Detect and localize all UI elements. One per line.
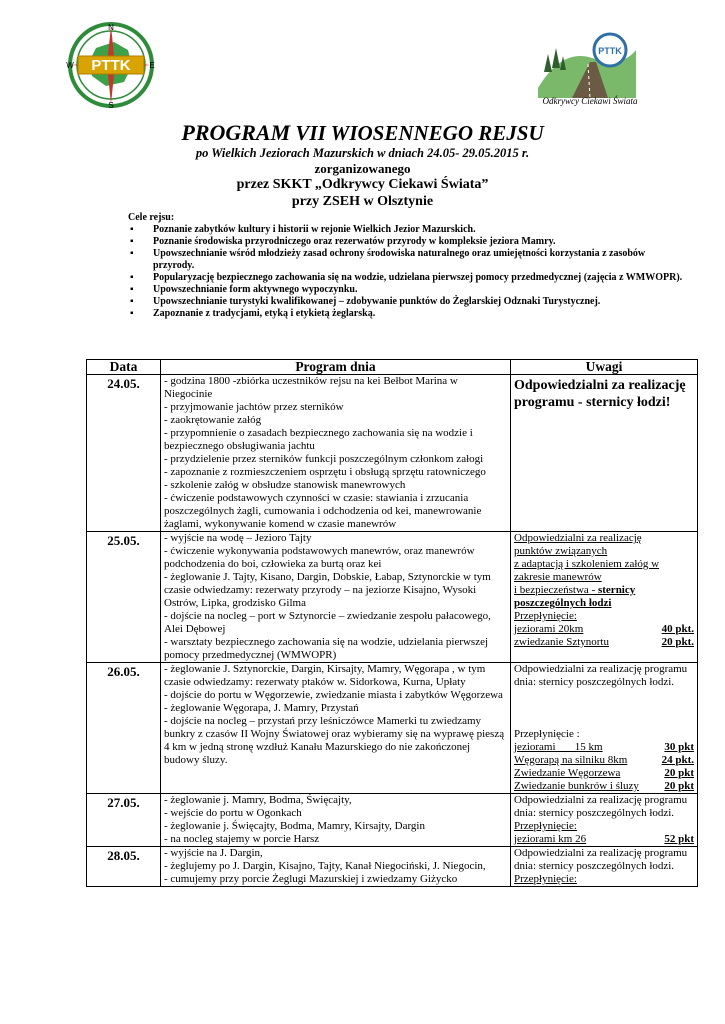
table-row	[87, 663, 698, 794]
pttk-logo-left	[66, 20, 156, 110]
row-program: - godzina 1800 -zbiórka uczestników rejsu na kei Bełbot Marina w Niegocinie - przyjmowanie jachtów przez sterników - zaokrętowanie załóg - przypomnienie o zasadach bezpiecznego zachowania się na wodzie i bezpiecznego obsługiwania jachtu - przydzielenie przez sterników funkcji poszczególnym członkom załogi - zapoznanie z rozmieszczeniem osprzętu i obsługą sprzętu ratowniczego - szkolenie załóg w obsłudze stanowisk manewrowych - ćwiczenie podstawowych czynności w czasie: stawiania i zrzucania poszczególnych żagli, cumowania i odchodzenia od kei, manewrowanie żaglami, wykonywanie komend w czasie manewrów	[161, 375, 511, 532]
table-row	[87, 532, 698, 663]
goal-item: ▪ Upowszechnianie turystyki kwalifikowanej – zdobywanie punktów do Żeglarskiej Odznaki Turystycznej.	[128, 296, 688, 308]
logo-left-text: PTTK	[91, 57, 131, 74]
row-notes: Odpowiedzialni za realizację programu - sternicy łodzi!	[511, 375, 698, 532]
row-notes: Odpowiedzialni za realizację programu dnia: sternicy poszczególnych łodzi. Przepłynięcie:	[511, 847, 698, 887]
logo-right-text: PTTK	[598, 46, 622, 56]
row-date: 27.05.	[87, 794, 161, 847]
row-date: 24.05.	[87, 375, 161, 532]
goal-item: ▪ Zapoznanie z tradycjami, etyką i etykietą żeglarską.	[128, 308, 688, 320]
row-notes: Odpowiedzialni za realizację programu dnia: sternicy poszczególnych łodzi. Przepłynięcie: jeziorami km 26 52 pkt	[511, 794, 698, 847]
goals-list	[128, 224, 688, 320]
organizer-name: przez SKKT „Odkrywcy Ciekawi Świata”	[236, 177, 489, 192]
header-date: Data	[87, 360, 161, 375]
goals-heading: Cele rejsu:	[128, 212, 175, 223]
svg-text:E: E	[149, 61, 155, 70]
logo-right-caption: Odkrywcy Ciekawi Świata	[542, 96, 638, 106]
goal-item: ▪ Poznanie zabytków kultury i historii w rejonie Wielkich Jezior Mazurskich.	[128, 224, 688, 236]
header-notes: Uwagi	[511, 360, 698, 375]
row-date: 28.05.	[87, 847, 161, 887]
svg-text:S: S	[108, 101, 114, 110]
svg-text:W: W	[66, 61, 74, 70]
row-program: - żeglowanie j. Mamry, Bodma, Święcajty, - wejście do portu w Ogonkach - żeglowanie j. Święcajty, Bodma, Mamry, Kirsajty, Dargin - na nocleg stajemy w porcie Harsz	[161, 794, 511, 847]
program-table	[86, 359, 698, 887]
row-notes: Odpowiedzialni za realizację programu dnia: sternicy poszczególnych łodzi. Przepłynięcie : jeziorami 15 km 30 pkt Węgorapą na silniku 8km 24 pkt. Zwiedzanie Węgorzewa 20 pkt Zwiedzanie bunkrów i śluzy 20 pkt	[511, 663, 698, 794]
goal-item: ▪ Poznanie środowiska przyrodniczego oraz rezerwatów przyrody w kompleksie jeziora Mamry.	[128, 236, 688, 248]
row-date: 26.05.	[87, 663, 161, 794]
row-program: - wyjście na J. Dargin, - żeglujemy po J. Dargin, Kisajno, Tajty, Kanał Niegociński, J. Niegocin, - cumujemy przy porcie Żeglugi Mazurskiej i zwiedzamy Giżycko	[161, 847, 511, 887]
goal-item: ▪ Upowszechnianie form aktywnego wypoczynku.	[128, 284, 688, 296]
row-date: 25.05.	[87, 532, 161, 663]
page-title: PROGRAM VII WIOSENNEGO REJSU	[181, 120, 544, 145]
table-row	[87, 794, 698, 847]
row-program: - żeglowanie J. Sztynorckie, Dargin, Kirsajty, Mamry, Węgorapa , w tym czasie odwiedzamy: rezerwaty ptaków w. Sidorkowa, Kurna, Upłaty - dojście do portu w Węgorzewie, zwiedzanie miasta i zabytków Węgorzewa - żeglowanie Węgorapa, J. Mamry, Przystań - dojście na nocleg – przystań przy leśniczówce Mamerki tu zwiedzamy bunkry z czasów II Wojny Światowej oraz wybieramy się na wyprawę pieszą 4 km w jedną stronę wzdłuż Kanału Mazurskiego do nie zakończonej budowy śluzy.	[161, 663, 511, 794]
table-row	[87, 375, 698, 532]
header-program: Program dnia	[161, 360, 511, 375]
row-program: - wyjście na wodę – Jezioro Tajty - ćwiczenie wykonywania podstawowych manewrów, oraz manewrów podchodzenia do boi, człowieka za burtą oraz kei - żeglowanie J. Tajty, Kisano, Dargin, Dobskie, Łabap, Sztynorckie w tym czasie odwiedzamy: rezerwaty przyrody – na jeziorze Kisajno, Wysoki Ostrów, Lipka, grodzisko Gilma - dojście na nocleg – port w Sztynorcie – zwiedzanie zespołu pałacowego, Alei Dębowej - warsztaty bezpiecznego zachowania się na wodzie, udzielania pierwszej pomocy przedmedycznej (WMWOPR)	[161, 532, 511, 663]
page-subtitle: po Wielkich Jeziorach Mazurskich w dniach 24.05- 29.05.2015 r.	[195, 146, 530, 160]
svg-text:N: N	[108, 23, 114, 32]
goal-item: ▪ Upowszechnianie wśród młodzieży zasad ochrony środowiska naturalnego oraz umiejętności korzystania z zasobów przyrody.	[128, 248, 688, 272]
table-row	[87, 847, 698, 887]
organizer-school: przy ZSEH w Olsztynie	[291, 194, 434, 209]
table-header-row	[87, 360, 698, 375]
row-notes: Odpowiedzialni za realizację punktów związanych z adaptacją i szkoleniem załóg w zakresie manewrów i bezpieczeństwa - sternicy poszczególnych łodzi Przepłynięcie: jeziorami 20km 40 pkt. zwiedzanie Sztynortu 20 pkt.	[511, 532, 698, 663]
goal-item: ▪ Popularyzację bezpiecznego zachowania się na wodzie, udzielana pierwszej pomocy przedmedycznej (zajęcia z WMWOPR).	[128, 272, 688, 284]
document-header	[0, 120, 725, 210]
organized-label: zorganizowanego	[314, 161, 411, 176]
goals-section	[128, 212, 688, 320]
